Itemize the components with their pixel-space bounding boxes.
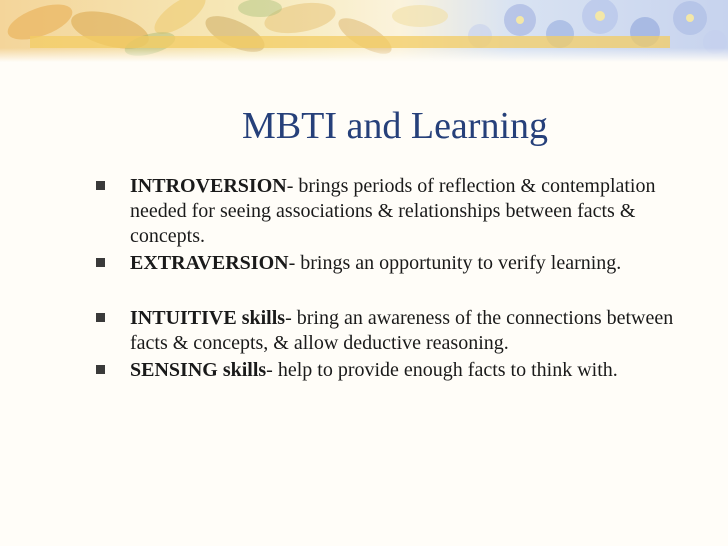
square-bullet-icon [96,258,105,267]
bullet-text: - bring an awareness of the connections between facts & concepts, & allow deductive reasoning. [130,307,674,354]
bullet-text: - brings an opportunity to verify learning. [288,252,622,274]
bullet-term: SENSING skills [130,359,267,381]
bullet-introversion [96,174,706,249]
bullet-intuitive-skills [96,306,706,356]
bullet-sensing-skills [96,358,706,383]
bullet-list [96,174,706,383]
square-bullet-icon [96,365,105,374]
bullet-extraversion [96,251,706,276]
bullet-text: - help to provide enough facts to think with. [266,359,618,381]
bullet-term: EXTRAVERSION [130,252,289,274]
square-bullet-icon [96,181,105,190]
bullet-term: INTROVERSION [130,175,287,197]
bullet-term: INTUITIVE skills [130,307,286,329]
square-bullet-icon [96,313,105,322]
decorative-floral-banner [0,0,728,62]
bullet-text: - brings periods of reflection & contemplation needed for seeing associations & relationships between facts & concepts. [130,175,656,247]
slide-title: MBTI and Learning [241,105,549,147]
